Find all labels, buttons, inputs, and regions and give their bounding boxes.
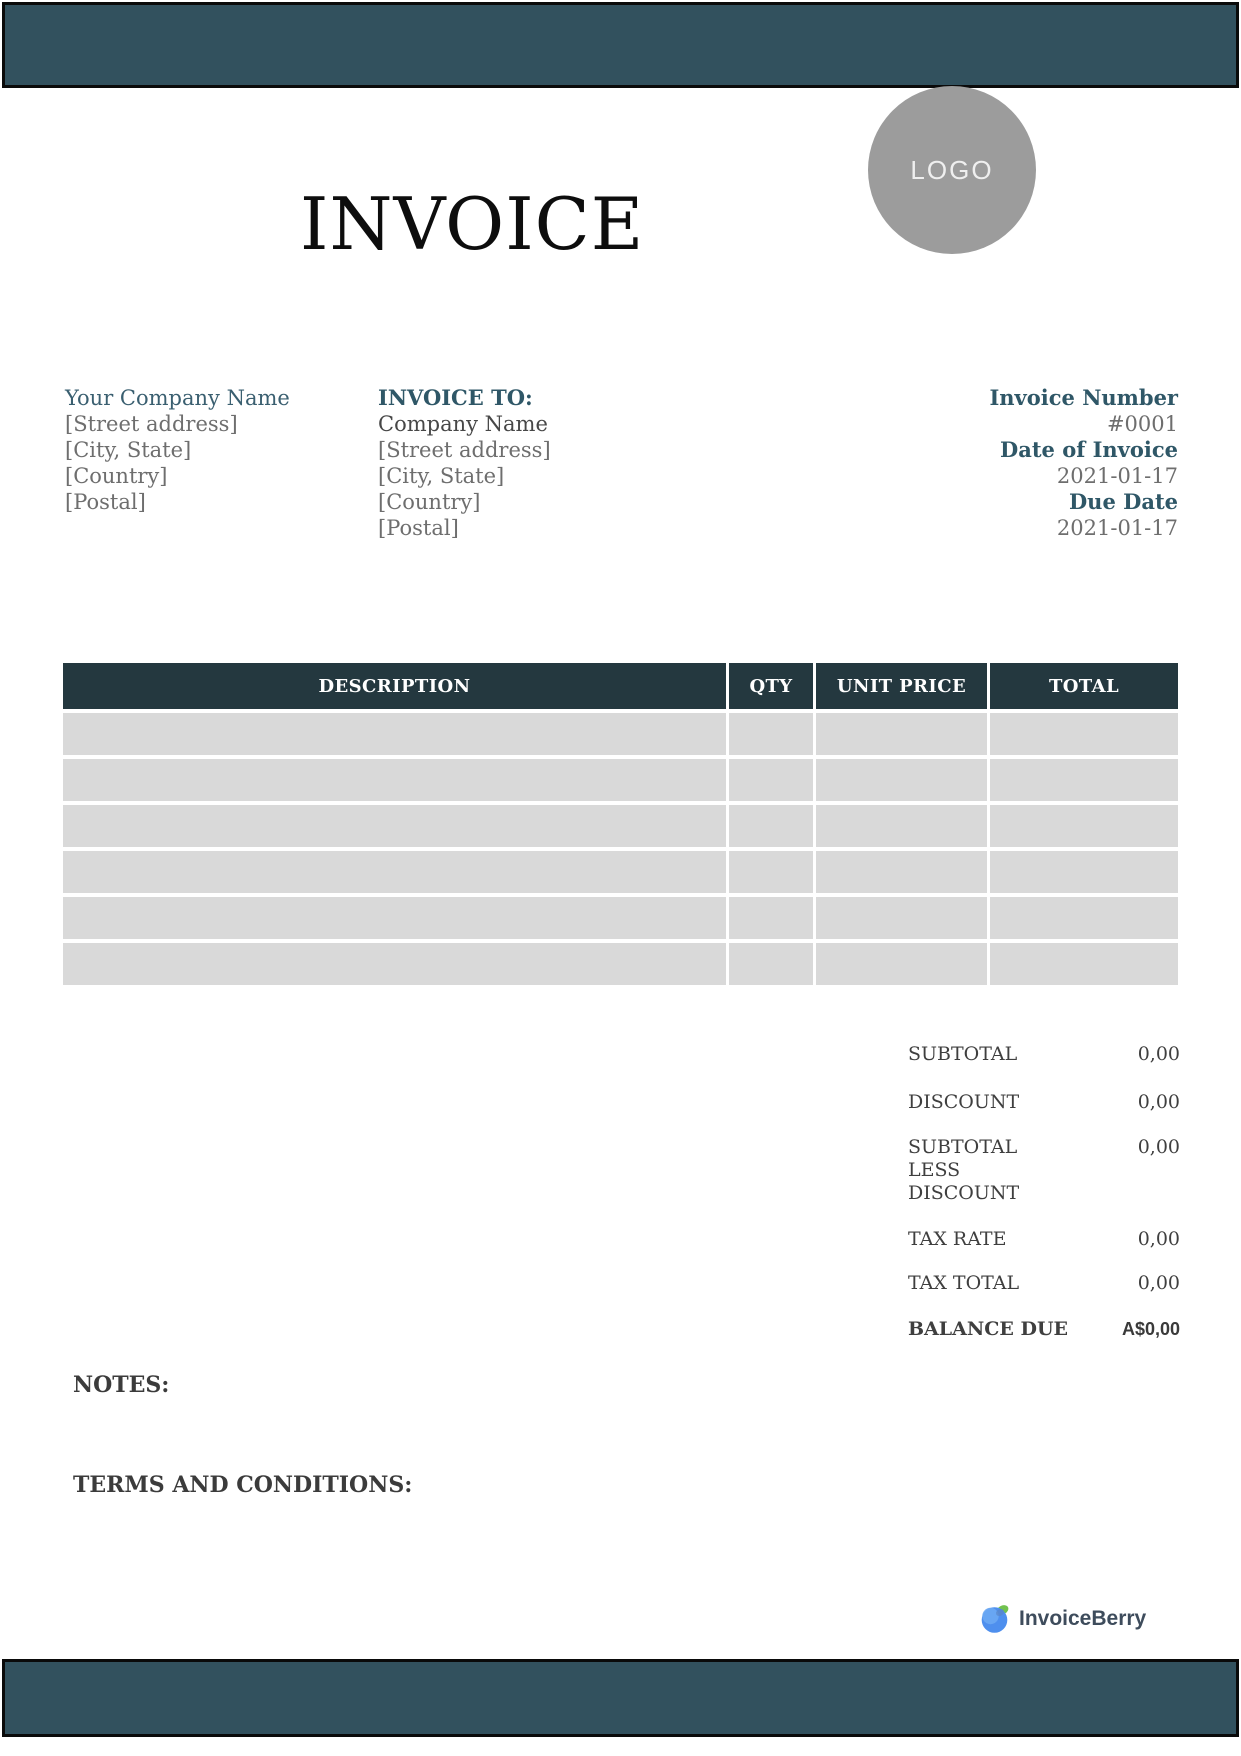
table-row	[63, 851, 1178, 893]
page-title: INVOICE	[300, 182, 645, 266]
total-row-discount	[908, 1091, 1180, 1114]
table-header-row	[63, 663, 1178, 709]
table-cell-qty	[729, 805, 816, 847]
company-address-line: [Street address]	[65, 412, 238, 436]
invoice-date-label: Date of Invoice	[1000, 437, 1178, 462]
client-address-line: [Street address]	[378, 438, 551, 462]
table-cell-unit-price	[816, 897, 990, 939]
logo-placeholder	[868, 86, 1036, 254]
company-address-line: [City, State]	[65, 438, 192, 462]
total-value: 0,00	[1137, 1043, 1180, 1065]
total-value: 0,00	[1137, 1272, 1180, 1294]
total-row-tax-total	[908, 1272, 1180, 1295]
table-cell-unit-price	[816, 759, 990, 801]
total-row-tax-rate	[908, 1228, 1180, 1251]
table-cell-unit-price	[816, 805, 990, 847]
company-block	[65, 385, 290, 515]
table-cell-description	[63, 851, 729, 893]
table-cell-unit-price	[816, 713, 990, 755]
table-cell-total	[990, 943, 1178, 985]
invoice-date-value: 2021-01-17	[1056, 464, 1178, 488]
table-row	[63, 713, 1178, 755]
table-cell-description	[63, 943, 729, 985]
table-cell-qty	[729, 943, 816, 985]
brand-name: InvoiceBerry	[1019, 1607, 1147, 1630]
client-address-line: [City, State]	[378, 464, 505, 488]
column-header-description: DESCRIPTION	[63, 663, 729, 709]
company-address-line: [Country]	[65, 464, 168, 488]
top-bar	[2, 2, 1239, 88]
total-label: SUBTOTAL	[908, 1043, 1018, 1065]
total-row-subtotal	[908, 1043, 1180, 1066]
table-cell-unit-price	[816, 943, 990, 985]
table-cell-unit-price	[816, 851, 990, 893]
invoice-to-heading: INVOICE TO:	[378, 385, 533, 410]
due-date-label: Due Date	[1068, 489, 1178, 514]
notes-label: NOTES:	[73, 1372, 170, 1398]
total-row-subtotal-less-discount	[908, 1136, 1180, 1205]
total-value: 0,00	[1137, 1091, 1180, 1113]
table-cell-description	[63, 805, 729, 847]
table-cell-total	[990, 851, 1178, 893]
berry-icon	[981, 1604, 1011, 1634]
table-cell-description	[63, 713, 729, 755]
total-value: 0,00	[1137, 1228, 1180, 1250]
client-name: Company Name	[378, 412, 548, 436]
logo-placeholder-text: LOGO	[910, 154, 994, 185]
table-row	[63, 897, 1178, 939]
column-header-unit-price: UNIT PRICE	[816, 663, 990, 709]
table-cell-qty	[729, 851, 816, 893]
total-value: A$0,00	[1121, 1319, 1180, 1339]
company-address-line: [Postal]	[65, 490, 146, 514]
terms-label: TERMS AND CONDITIONS:	[73, 1472, 413, 1498]
invoice-to-block	[378, 385, 551, 541]
table-cell-total	[990, 897, 1178, 939]
client-address-line: [Postal]	[378, 516, 459, 540]
total-label: BALANCE DUE	[908, 1318, 1069, 1340]
client-address-line: [Country]	[378, 490, 481, 514]
invoice-number-label: Invoice Number	[989, 385, 1178, 410]
invoice-number-value: #0001	[1106, 412, 1178, 436]
table-cell-total	[990, 713, 1178, 755]
total-row-balance-due	[908, 1318, 1180, 1341]
total-label: SUBTOTAL LESS DISCOUNT	[908, 1136, 1020, 1204]
total-label: TAX RATE	[908, 1228, 1007, 1250]
total-label: DISCOUNT	[908, 1091, 1020, 1113]
column-header-total: TOTAL	[990, 663, 1178, 709]
company-name: Your Company Name	[65, 386, 290, 410]
footer-bar	[2, 1659, 1239, 1737]
table-row	[63, 759, 1178, 801]
table-cell-description	[63, 759, 729, 801]
table-cell-total	[990, 805, 1178, 847]
table-cell-qty	[729, 759, 816, 801]
total-label: TAX TOTAL	[908, 1272, 1020, 1294]
table-cell-total	[990, 759, 1178, 801]
table-cell-qty	[729, 713, 816, 755]
column-header-qty: QTY	[729, 663, 816, 709]
due-date-value: 2021-01-17	[1056, 516, 1178, 540]
table-row	[63, 805, 1178, 847]
total-value: 0,00	[1137, 1136, 1180, 1158]
table-cell-qty	[729, 897, 816, 939]
brand-footer	[981, 1604, 1146, 1634]
items-table	[63, 663, 1178, 985]
invoice-meta-block	[989, 385, 1178, 541]
table-row	[63, 943, 1178, 985]
table-cell-description	[63, 897, 729, 939]
